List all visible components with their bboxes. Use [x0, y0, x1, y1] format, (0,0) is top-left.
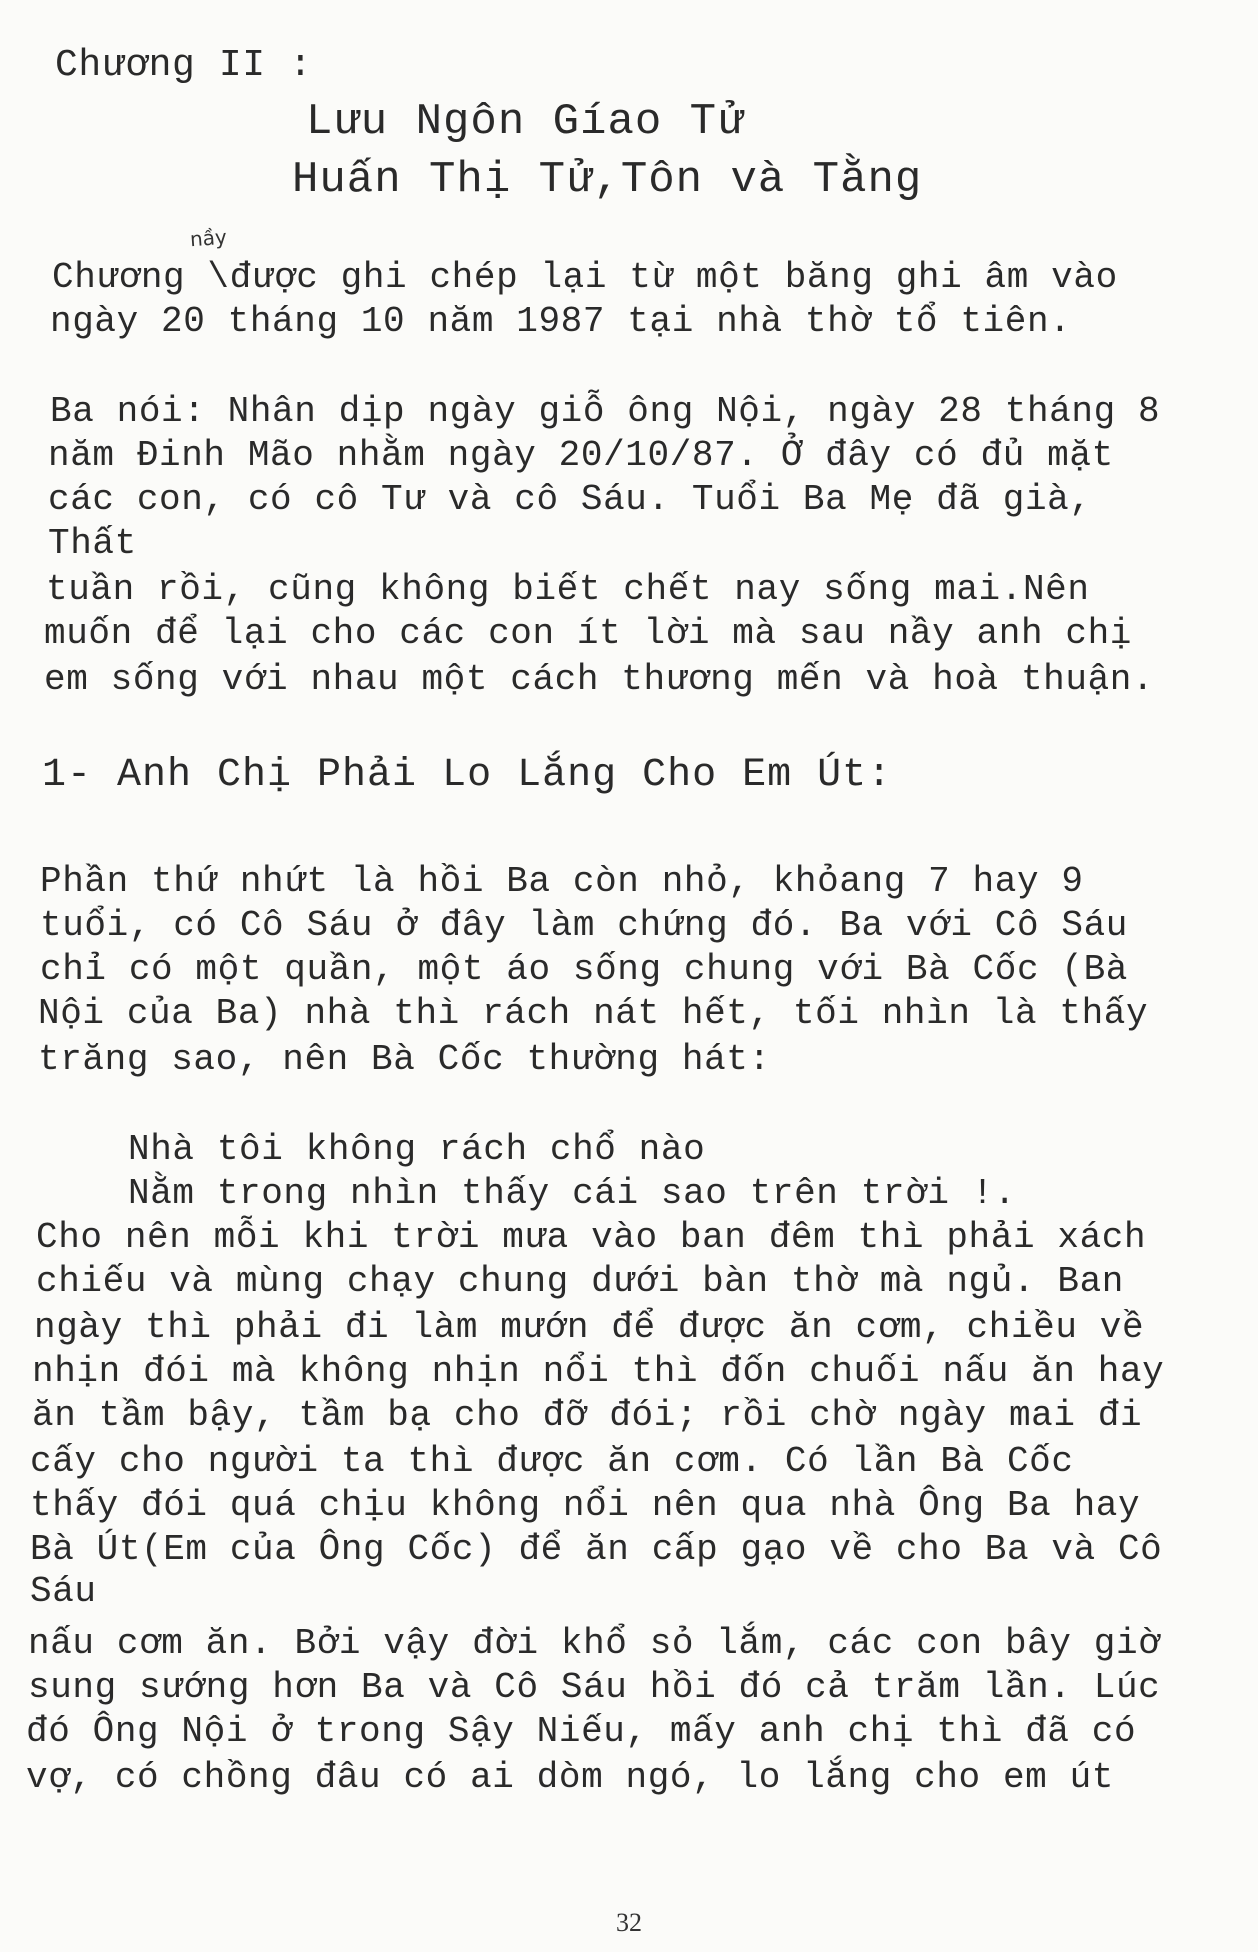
para3-line-4: nhịn đói mà không nhịn nổi thì đốn chuối nấu ăn hay	[32, 1351, 1165, 1392]
para3-line-7: thấy đói quá chịu không nổi nên qua nhà Ông Ba hay	[30, 1485, 1141, 1526]
chapter-label: Chương II :	[55, 44, 313, 87]
title-line-1: Lưu Ngôn Gíao Tử	[306, 97, 745, 147]
intro-line-1: Chương \được ghi chép lại từ một băng ghi âm vào	[52, 257, 1118, 298]
para1-line-3: các con, có cô Tư và cô Sáu. Tuổi Ba Mẹ đã già,	[48, 479, 1092, 520]
verse-line-2: Nằm trong nhìn thấy cái sao trên trời !.	[128, 1173, 1017, 1214]
para3-line-10: nấu cơm ăn. Bởi vậy đời khổ sỏ lắm, các con bây giờ	[28, 1623, 1161, 1664]
para3-line-8: Bà Út(Em của Ông Cốc) để ăn cấp gạo về cho Ba và Cô	[30, 1529, 1163, 1570]
page-number: 32	[616, 1908, 642, 1937]
para2-line-2: tuổi, có Cô Sáu ở đây làm chứng đó. Ba với Cô Sáu	[40, 905, 1128, 946]
para3-line-9: Sáu	[30, 1571, 97, 1612]
para2-line-5: trăng sao, nên Bà Cốc thường hát:	[38, 1039, 771, 1080]
para3-line-3: ngày thì phải đi làm mướn để được ăn cơm, chiều về	[34, 1307, 1145, 1348]
para3-line-1: Cho nên mỗi khi trời mưa vào ban đêm thì phải xách	[36, 1217, 1147, 1258]
section-heading: 1- Anh Chị Phải Lo Lắng Cho Em Út:	[42, 753, 893, 798]
para2-line-1: Phần thứ nhứt là hồi Ba còn nhỏ, khỏang 7 hay 9	[40, 861, 1084, 902]
para3-line-13: vợ, có chồng đâu có ai dòm ngó, lo lắng cho em út	[26, 1757, 1114, 1798]
para3-line-2: chiếu và mùng chạy chung dưới bàn thờ mà ngủ. Ban	[36, 1261, 1124, 1302]
para1-line-7: em sống với nhau một cách thương mến và hoà thuận.	[44, 659, 1155, 700]
verse-line-1: Nhà tôi không rách chổ nào	[128, 1129, 706, 1170]
para3-line-5: ăn tầm bậy, tầm bạ cho đỡ đói; rồi chờ ngày mai đi	[32, 1395, 1143, 1436]
para1-line-5: tuần rồi, cũng không biết chết nay sống mai.Nên	[46, 569, 1090, 610]
para3-line-6: cấy cho người ta thì được ăn cơm. Có lần Bà Cốc	[30, 1441, 1074, 1482]
para1-line-2: năm Đinh Mão nhằm ngày 20/10/87. Ở đây có đủ mặt	[48, 435, 1114, 476]
para1-line-6: muốn để lại cho các con ít lời mà sau nầy anh chị	[44, 613, 1132, 654]
intro-line-2: ngày 20 tháng 10 năm 1987 tại nhà thờ tổ tiên.	[50, 301, 1072, 342]
para1-line-1: Ba nói: Nhân dịp ngày giỗ ông Nội, ngày 28 tháng 8	[50, 391, 1161, 432]
para3-line-11: sung sướng hơn Ba và Cô Sáu hồi đó cả trăm lần. Lúc	[28, 1667, 1161, 1708]
para1-line-4: Thất	[48, 523, 137, 564]
para2-line-4: Nội của Ba) nhà thì rách nát hết, tối nhìn là thấy	[38, 993, 1149, 1034]
para2-line-3: chỉ có một quần, một áo sống chung với Bà Cốc (Bà	[40, 949, 1128, 990]
title-line-2: Huấn Thị Tử,Tôn và Tằng	[292, 155, 923, 205]
handwritten-insert: nầy	[189, 224, 228, 252]
para3-line-12: đó Ông Nội ở trong Sậy Niếu, mấy anh chị thì đã có	[26, 1711, 1137, 1752]
